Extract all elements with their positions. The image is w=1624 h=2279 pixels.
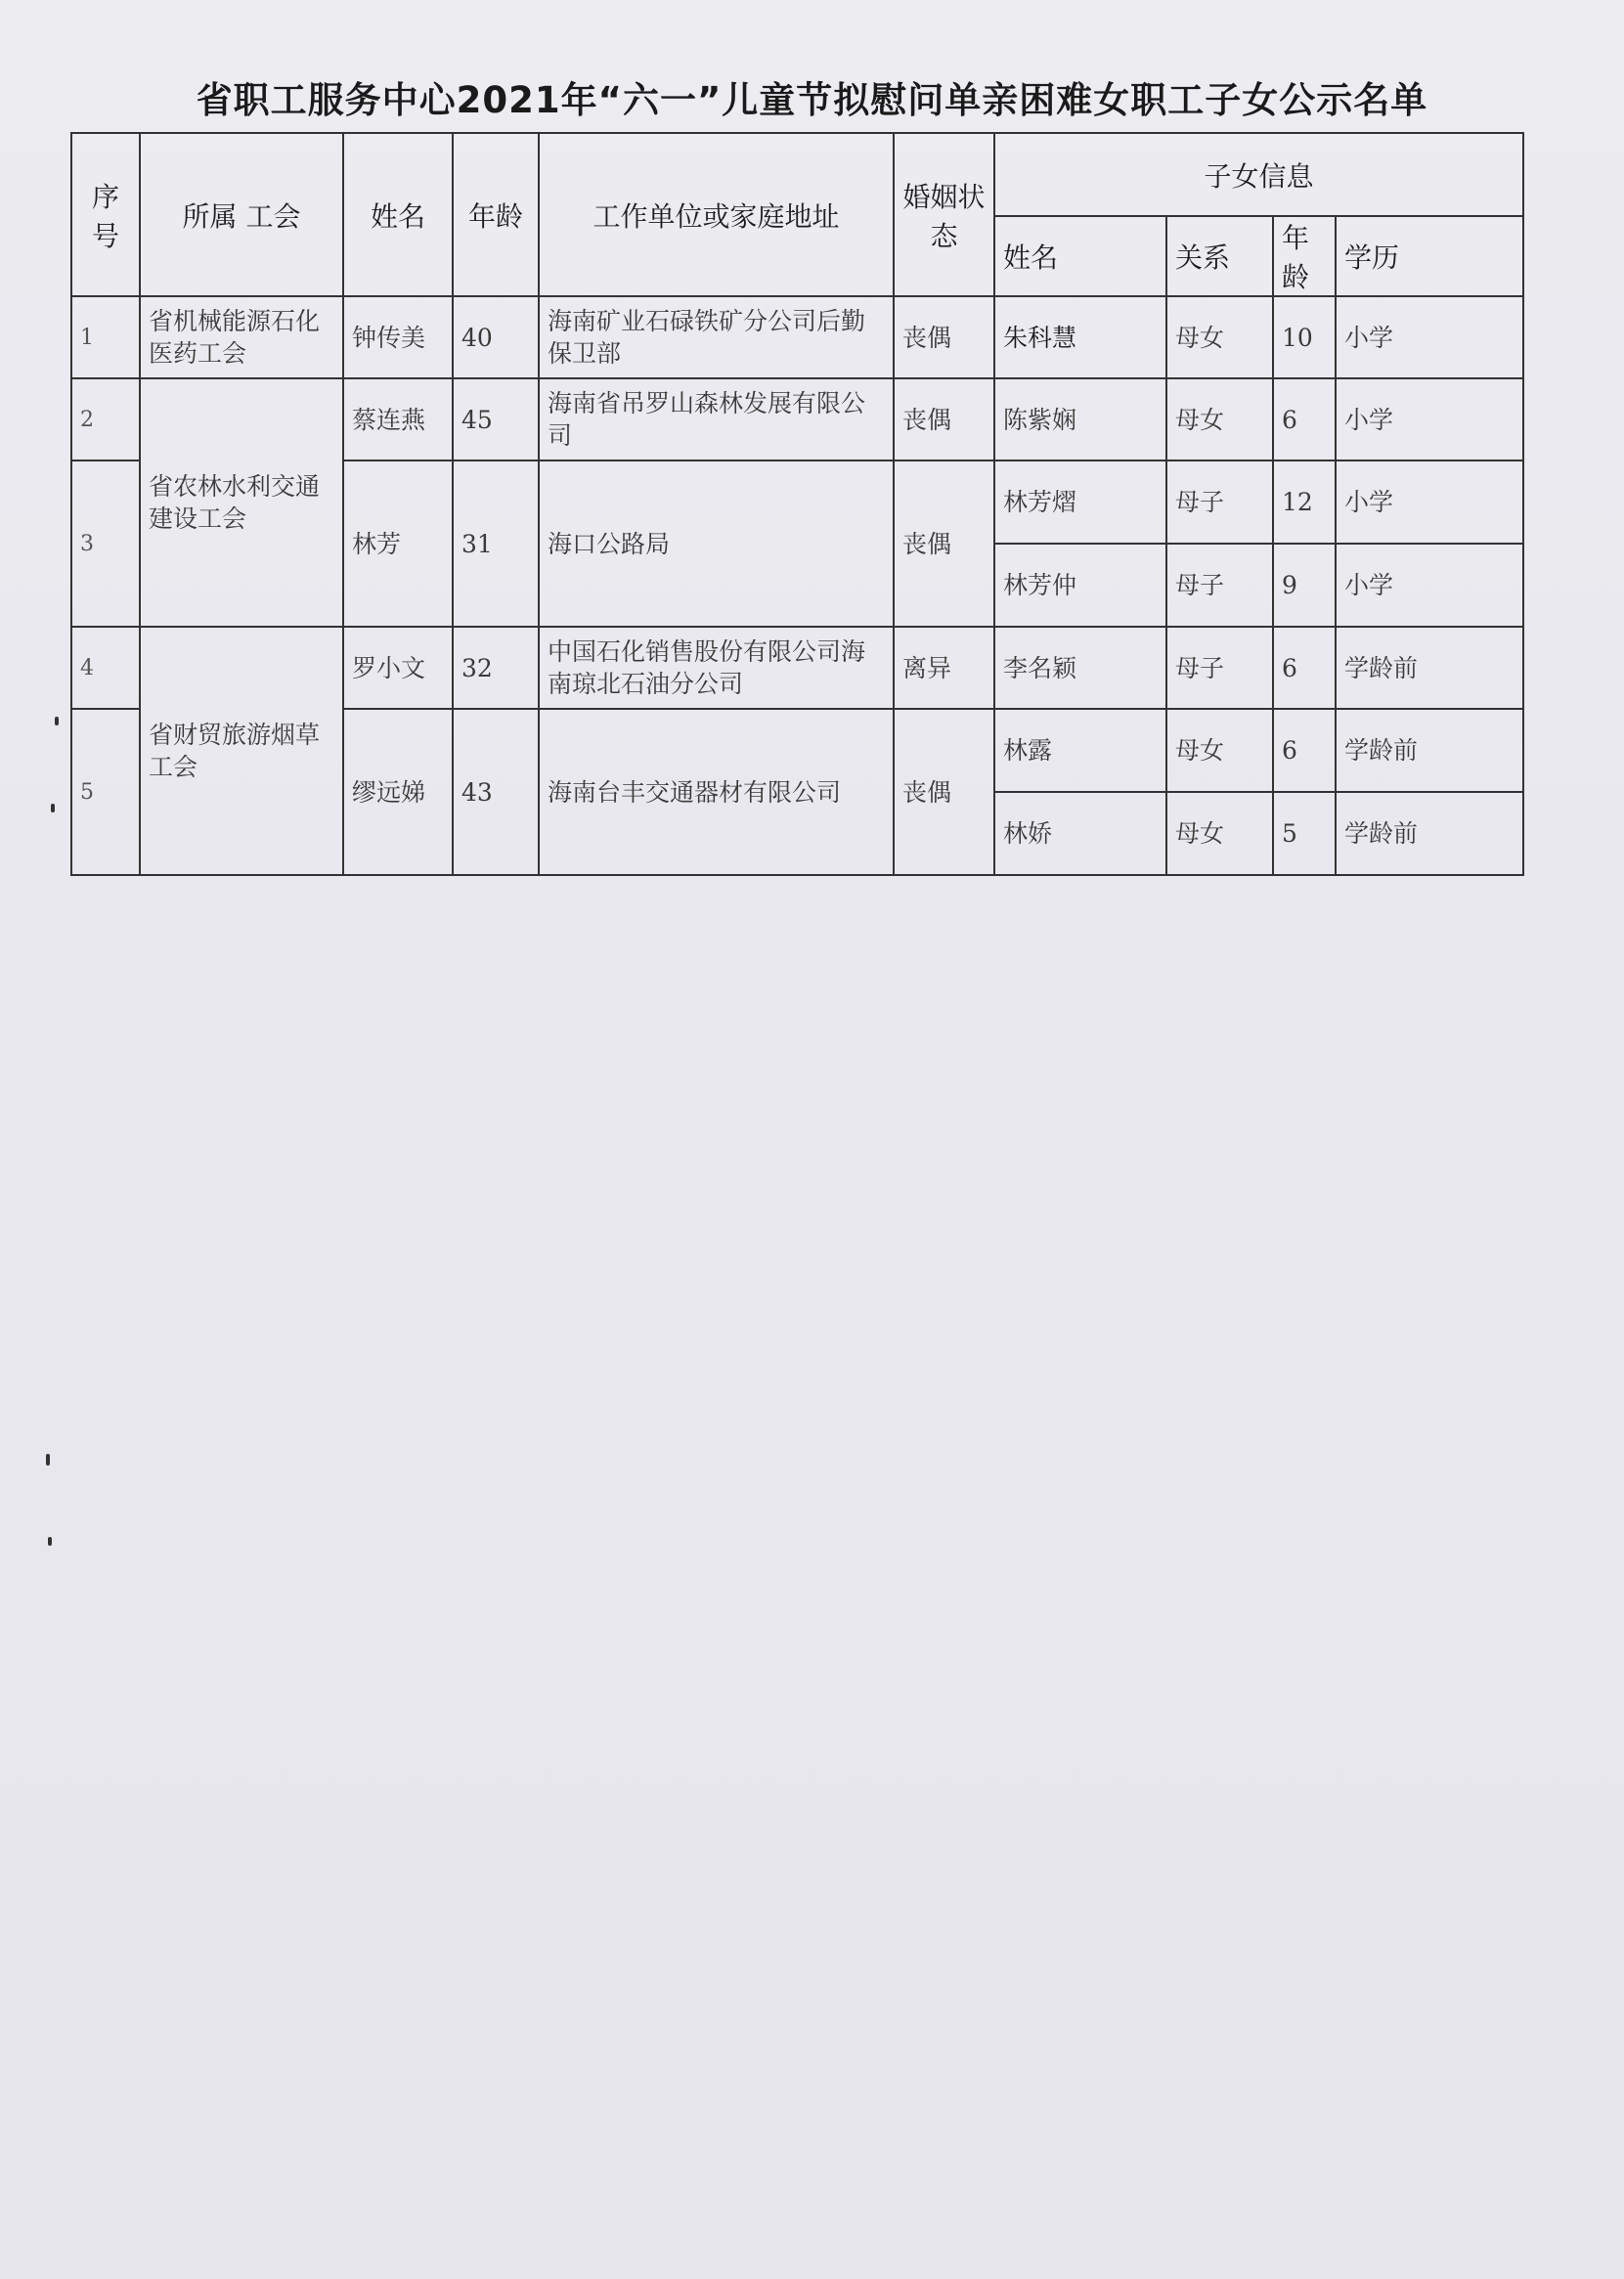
education-cell: 小学 bbox=[1336, 378, 1523, 460]
child-name-cell: 林芳熠 bbox=[994, 460, 1166, 544]
seq-cell: 5 bbox=[71, 709, 140, 875]
education-cell: 学龄前 bbox=[1336, 792, 1523, 875]
child-age-cell: 6 bbox=[1273, 709, 1336, 792]
relation-cell: 母子 bbox=[1166, 627, 1273, 709]
education-cell: 小学 bbox=[1336, 544, 1523, 627]
relation-cell: 母女 bbox=[1166, 792, 1273, 875]
header-age: 年龄 bbox=[453, 133, 539, 296]
child-name-cell: 陈紫娴 bbox=[994, 378, 1166, 460]
relation-cell: 母女 bbox=[1166, 709, 1273, 792]
header-name: 姓名 bbox=[343, 133, 453, 296]
relation-cell: 母子 bbox=[1166, 460, 1273, 544]
marital-cell: 丧偶 bbox=[894, 460, 994, 627]
child-age-cell: 6 bbox=[1273, 627, 1336, 709]
education-cell: 学龄前 bbox=[1336, 627, 1523, 709]
name-cell: 钟传美 bbox=[343, 296, 453, 378]
name-cell: 林芳 bbox=[343, 460, 453, 627]
relation-cell: 母女 bbox=[1166, 378, 1273, 460]
marital-cell: 丧偶 bbox=[894, 378, 994, 460]
marital-cell: 丧偶 bbox=[894, 709, 994, 875]
relation-cell: 母子 bbox=[1166, 544, 1273, 627]
seq-cell: 4 bbox=[71, 627, 140, 709]
child-name-cell: 朱科慧 bbox=[994, 296, 1166, 378]
table-row bbox=[71, 378, 1523, 460]
header-seq: 序号 bbox=[71, 133, 140, 296]
table-body bbox=[71, 296, 1523, 875]
age-cell: 43 bbox=[453, 709, 539, 875]
child-age-cell: 10 bbox=[1273, 296, 1336, 378]
table-row bbox=[71, 296, 1523, 378]
header-education: 学历 bbox=[1336, 216, 1523, 296]
education-cell: 小学 bbox=[1336, 460, 1523, 544]
header-children-group: 子女信息 bbox=[994, 133, 1523, 216]
marital-cell: 离异 bbox=[894, 627, 994, 709]
scan-speck bbox=[51, 804, 55, 812]
age-cell: 32 bbox=[453, 627, 539, 709]
seq-cell: 2 bbox=[71, 378, 140, 460]
unit-cell: 海口公路局 bbox=[539, 460, 894, 627]
header-marital: 婚姻状态 bbox=[894, 133, 994, 296]
unit-cell: 海南台丰交通器材有限公司 bbox=[539, 709, 894, 875]
seq-cell: 1 bbox=[71, 296, 140, 378]
child-age-cell: 6 bbox=[1273, 378, 1336, 460]
scan-speck bbox=[55, 717, 59, 725]
name-cell: 罗小文 bbox=[343, 627, 453, 709]
seq-cell: 3 bbox=[71, 460, 140, 627]
age-cell: 31 bbox=[453, 460, 539, 627]
name-cell: 缪远娣 bbox=[343, 709, 453, 875]
table-row bbox=[71, 627, 1523, 709]
marital-cell: 丧偶 bbox=[894, 296, 994, 378]
header-child-age: 年龄 bbox=[1273, 216, 1336, 296]
child-age-cell: 9 bbox=[1273, 544, 1336, 627]
header-child-name: 姓名 bbox=[994, 216, 1166, 296]
child-name-cell: 林露 bbox=[994, 709, 1166, 792]
child-name-cell: 李名颖 bbox=[994, 627, 1166, 709]
table-header bbox=[71, 133, 1523, 296]
child-name-cell: 林娇 bbox=[994, 792, 1166, 875]
child-name-cell: 林芳仲 bbox=[994, 544, 1166, 627]
child-age-cell: 5 bbox=[1273, 792, 1336, 875]
union-cell: 省财贸旅游烟草工会 bbox=[140, 627, 343, 875]
header-unit: 工作单位或家庭地址 bbox=[539, 133, 894, 296]
age-cell: 45 bbox=[453, 378, 539, 460]
union-cell: 省机械能源石化医药工会 bbox=[140, 296, 343, 378]
roster-table bbox=[70, 132, 1524, 876]
header-union: 所属 工会 bbox=[140, 133, 343, 296]
education-cell: 小学 bbox=[1336, 296, 1523, 378]
unit-cell: 中国石化销售股份有限公司海南琼北石油分公司 bbox=[539, 627, 894, 709]
unit-cell: 海南矿业石碌铁矿分公司后勤保卫部 bbox=[539, 296, 894, 378]
education-cell: 学龄前 bbox=[1336, 709, 1523, 792]
scan-speck bbox=[48, 1537, 52, 1546]
relation-cell: 母女 bbox=[1166, 296, 1273, 378]
child-age-cell: 12 bbox=[1273, 460, 1336, 544]
document-title: 省职工服务中心2021年“六一”儿童节拟慰问单亲困难女职工子女公示名单 bbox=[196, 79, 1428, 121]
union-cell: 省农林水利交通建设工会 bbox=[140, 378, 343, 627]
scan-speck bbox=[46, 1454, 50, 1466]
unit-cell: 海南省吊罗山森林发展有限公司 bbox=[539, 378, 894, 460]
header-relation: 关系 bbox=[1166, 216, 1273, 296]
age-cell: 40 bbox=[453, 296, 539, 378]
name-cell: 蔡连燕 bbox=[343, 378, 453, 460]
